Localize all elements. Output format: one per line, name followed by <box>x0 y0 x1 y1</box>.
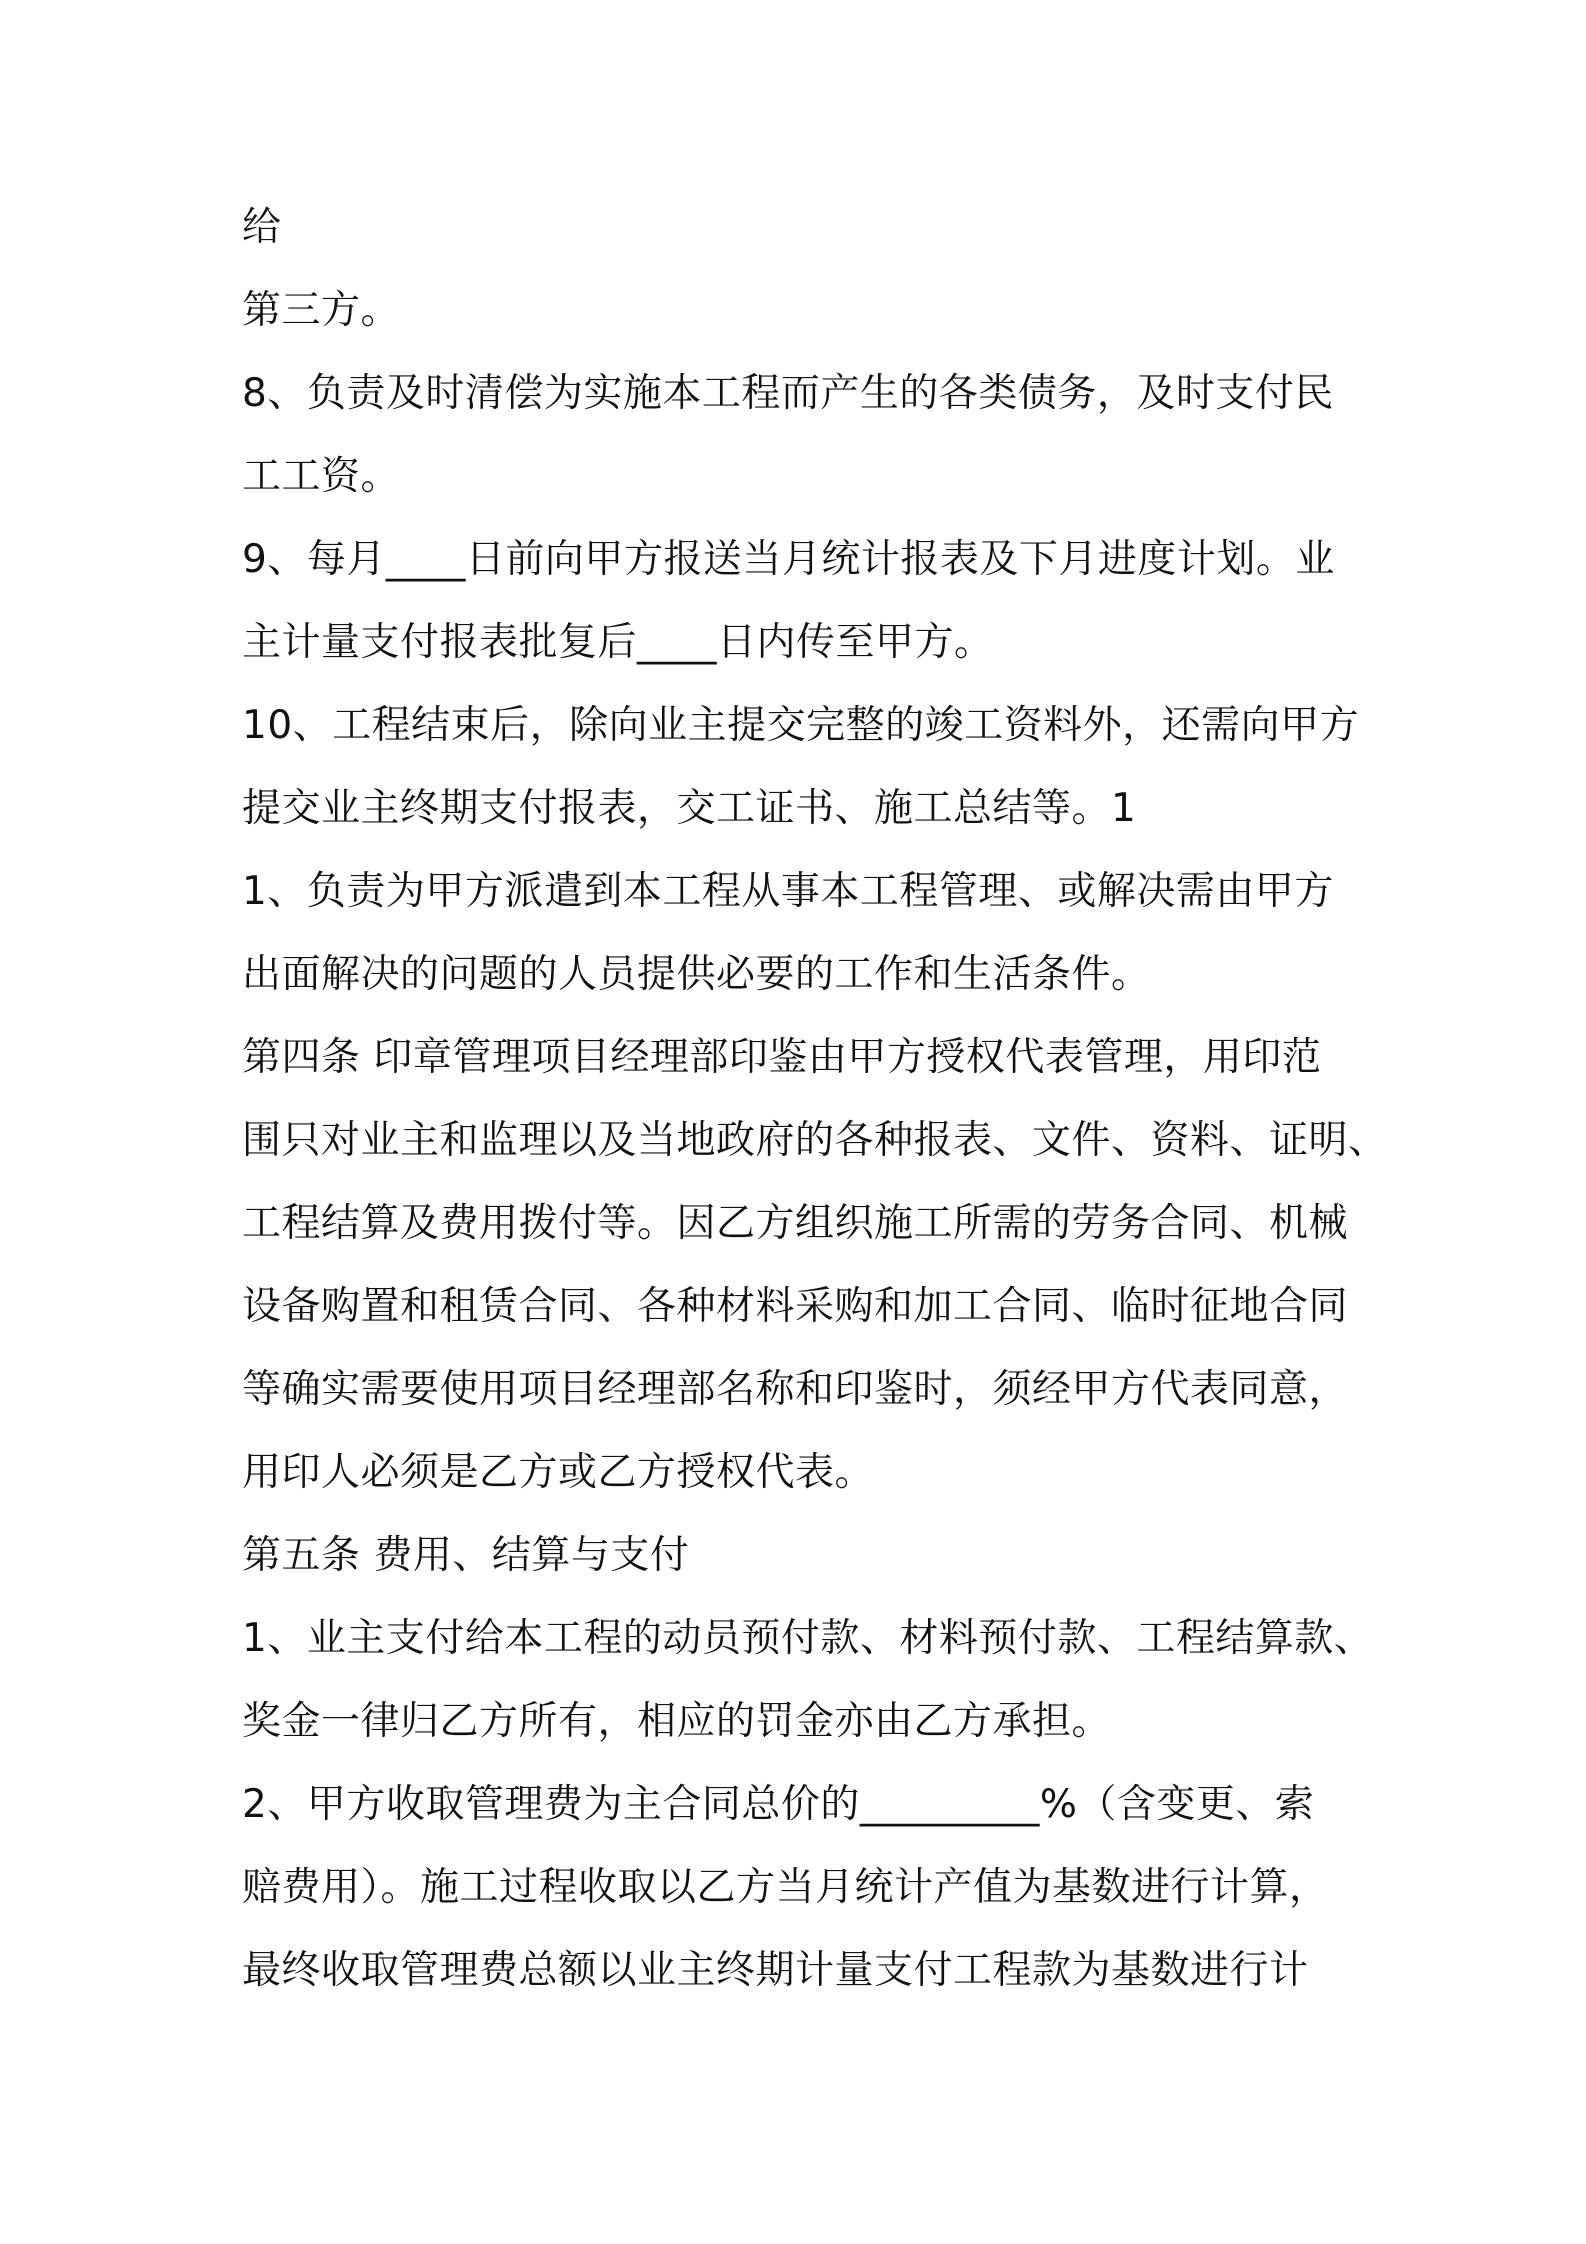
text-line: 8、负责及时清偿为实施本工程而产生的各类债务，及时支付民 <box>242 371 1334 416</box>
text-line: 2、甲方收取管理费为主合同总价的_________%（含变更、索 <box>242 1782 1315 1827</box>
text-line: 用印人必须是乙方或乙方授权代表。 <box>242 1450 875 1495</box>
text-line: 围只对业主和监理以及当地政府的各种报表、文件、资料、证明、 <box>242 1118 1388 1163</box>
text-line: 赔费用）。施工过程收取以乙方当月统计产值为基数进行计算， <box>242 1865 1329 1910</box>
text-line: 主计量支付报表批复后____日内传至甲方。 <box>242 620 994 665</box>
text-line: 奖金一律归乙方所有，相应的罚金亦由乙方承担。 <box>242 1699 1112 1744</box>
text-line: 工程结算及费用拨付等。因乙方组织施工所需的劳务合同、机械 <box>242 1201 1349 1246</box>
text-line: 给 <box>242 205 282 250</box>
text-line: 1、业主支付给本工程的动员预付款、材料预付款、工程结算款、 <box>242 1616 1374 1661</box>
text-line: 第四条 印章管理项目经理部印鉴由甲方授权代表管理，用印范 <box>242 1035 1322 1080</box>
text-line: 10、工程结束后，除向业主提交完整的竣工资料外，还需向甲方 <box>242 703 1360 748</box>
text-line: 9、每月____日前向甲方报送当月统计报表及下月进度计划。业 <box>242 537 1335 582</box>
text-line: 出面解决的问题的人员提供必要的工作和生活条件。 <box>242 952 1151 997</box>
text-line: 1、负责为甲方派遣到本工程从事本工程管理、或解决需由甲方 <box>242 869 1334 914</box>
text-line: 设备购置和租赁合同、各种材料采购和加工合同、临时征地合同 <box>242 1284 1349 1329</box>
text-line: 等确实需要使用项目经理部名称和印鉴时，须经甲方代表同意， <box>242 1367 1349 1412</box>
text-line: 第五条 费用、结算与支付 <box>242 1533 690 1578</box>
text-line: 提交业主终期支付报表，交工证书、施工总结等。1 <box>242 786 1137 831</box>
text-line: 工工资。 <box>242 454 401 499</box>
text-line: 最终收取管理费总额以业主终期计量支付工程款为基数进行计 <box>242 1948 1309 1993</box>
text-line: 第三方。 <box>242 288 401 333</box>
